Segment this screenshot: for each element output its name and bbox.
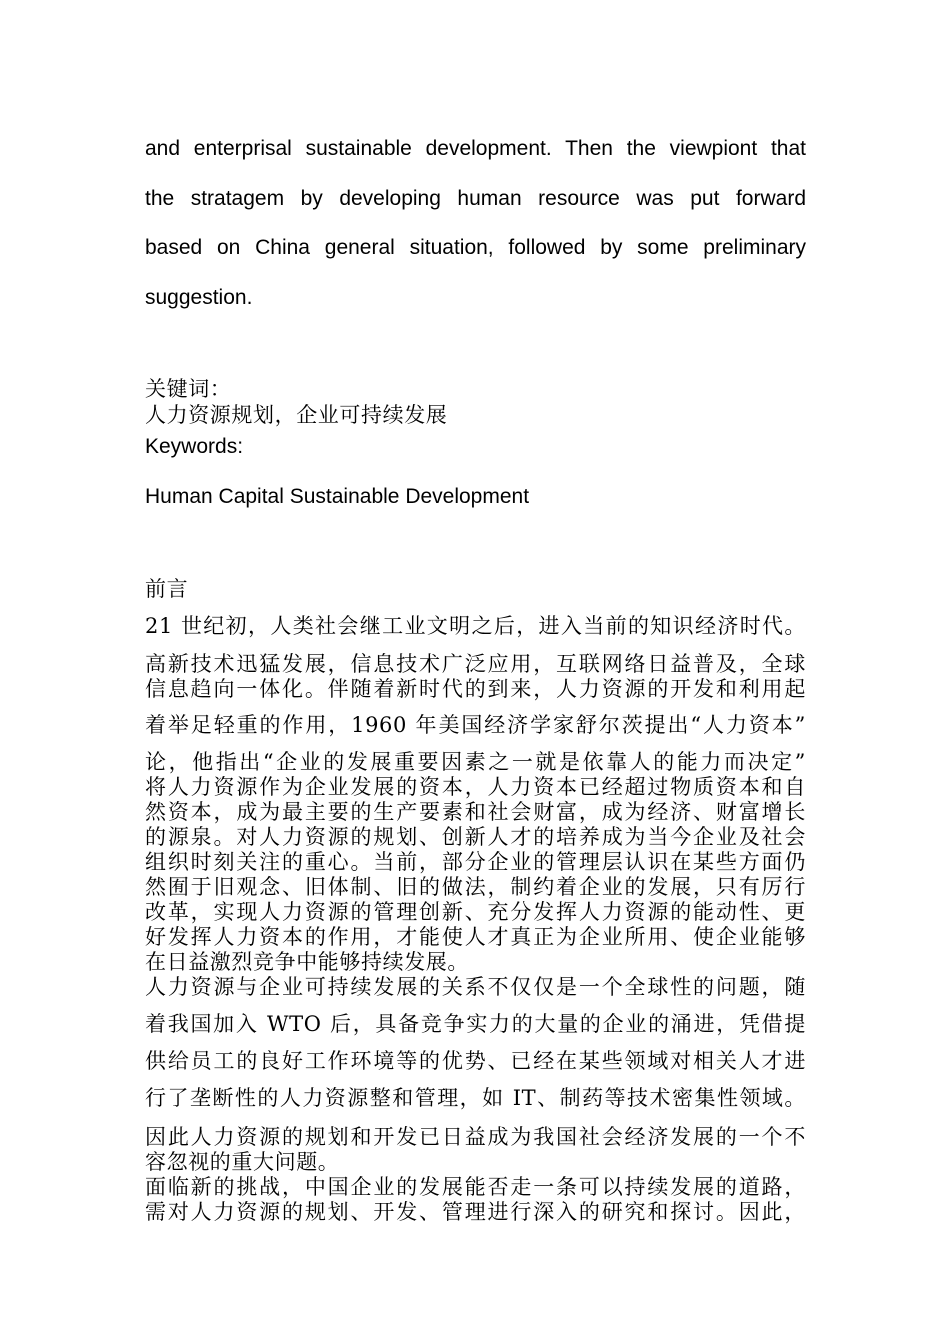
keywords-zh-label: 关键词：	[145, 377, 232, 401]
keywords-zh-value: 人力资源规划，企业可持续发展	[145, 403, 448, 427]
preface-line: 人力资源与企业可持续发展的关系不仅仅是一个全球性的问题，随	[145, 975, 806, 999]
preface-line: 在日益激烈竞争中能够持续发展。	[145, 950, 469, 974]
preface-line: 因此人力资源的规划和开发已日益成为我国社会经济发展的一个不	[145, 1125, 806, 1149]
preface-line: 改革，实现人力资源的管理创新、充分发挥人力资源的能动性、更	[145, 900, 806, 924]
preface-line: 的源泉。对人力资源的规划、创新人才的培养成为当今企业及社会	[145, 825, 806, 849]
preface-line: 着举足轻重的作用，1960 年美国经济学家舒尔茨提出“人力资本”	[145, 713, 806, 737]
abstract-line: and enterprisal sustainable development. Then the viewpiont that	[145, 137, 806, 160]
preface-line: 21 世纪初，人类社会继工业文明之后，进入当前的知识经济时代。	[145, 614, 806, 638]
preface-line: 面临新的挑战，中国企业的发展能否走一条可以持续发展的道路，	[145, 1175, 806, 1199]
abstract-line: the stratagem by developing human resource was put forward	[145, 187, 806, 210]
preface-line: 然资本，成为最主要的生产要素和社会财富，成为经济、财富增长	[145, 800, 806, 824]
preface-line: 供给员工的良好工作环境等的优势、已经在某些领域对相关人才进	[145, 1049, 806, 1073]
preface-line: 行了垄断性的人力资源整和管理，如 IT、制药等技术密集性领域。	[145, 1086, 806, 1110]
keywords-en-label: Keywords:	[145, 435, 244, 458]
keywords-en-value: Human Capital Sustainable Development	[145, 485, 530, 508]
preface-line: 将人力资源作为企业发展的资本，人力资本已经超过物质资本和自	[145, 775, 806, 799]
preface-line: 组织时刻关注的重心。当前，部分企业的管理层认识在某些方面仍	[145, 850, 806, 874]
preface-line: 容忽视的重大问题。	[145, 1150, 340, 1174]
preface-line: 信息趋向一体化。伴随着新时代的到来，人力资源的开发和利用起	[145, 677, 806, 701]
preface-line: 然囿于旧观念、旧体制、旧的做法，制约着企业的发展，只有厉行	[145, 875, 806, 899]
preface-line: 好发挥人力资本的作用，才能使人才真正为企业所用、使企业能够	[145, 925, 806, 949]
preface-line: 高新技术迅猛发展，信息技术广泛应用，互联网络日益普及，全球	[145, 652, 806, 676]
preface-heading: 前言	[145, 577, 189, 601]
abstract-line: suggestion.	[145, 286, 253, 309]
preface-line: 需对人力资源的规划、开发、管理进行深入的研究和探讨。因此，	[145, 1200, 806, 1224]
abstract-line: based on China general situation, followed by some preliminary	[145, 236, 806, 259]
preface-line: 着我国加入 WTO 后，具备竞争实力的大量的企业的涌进，凭借提	[145, 1012, 806, 1036]
preface-line: 论，他指出“企业的发展重要因素之一就是依靠人的能力而决定”	[145, 750, 806, 774]
